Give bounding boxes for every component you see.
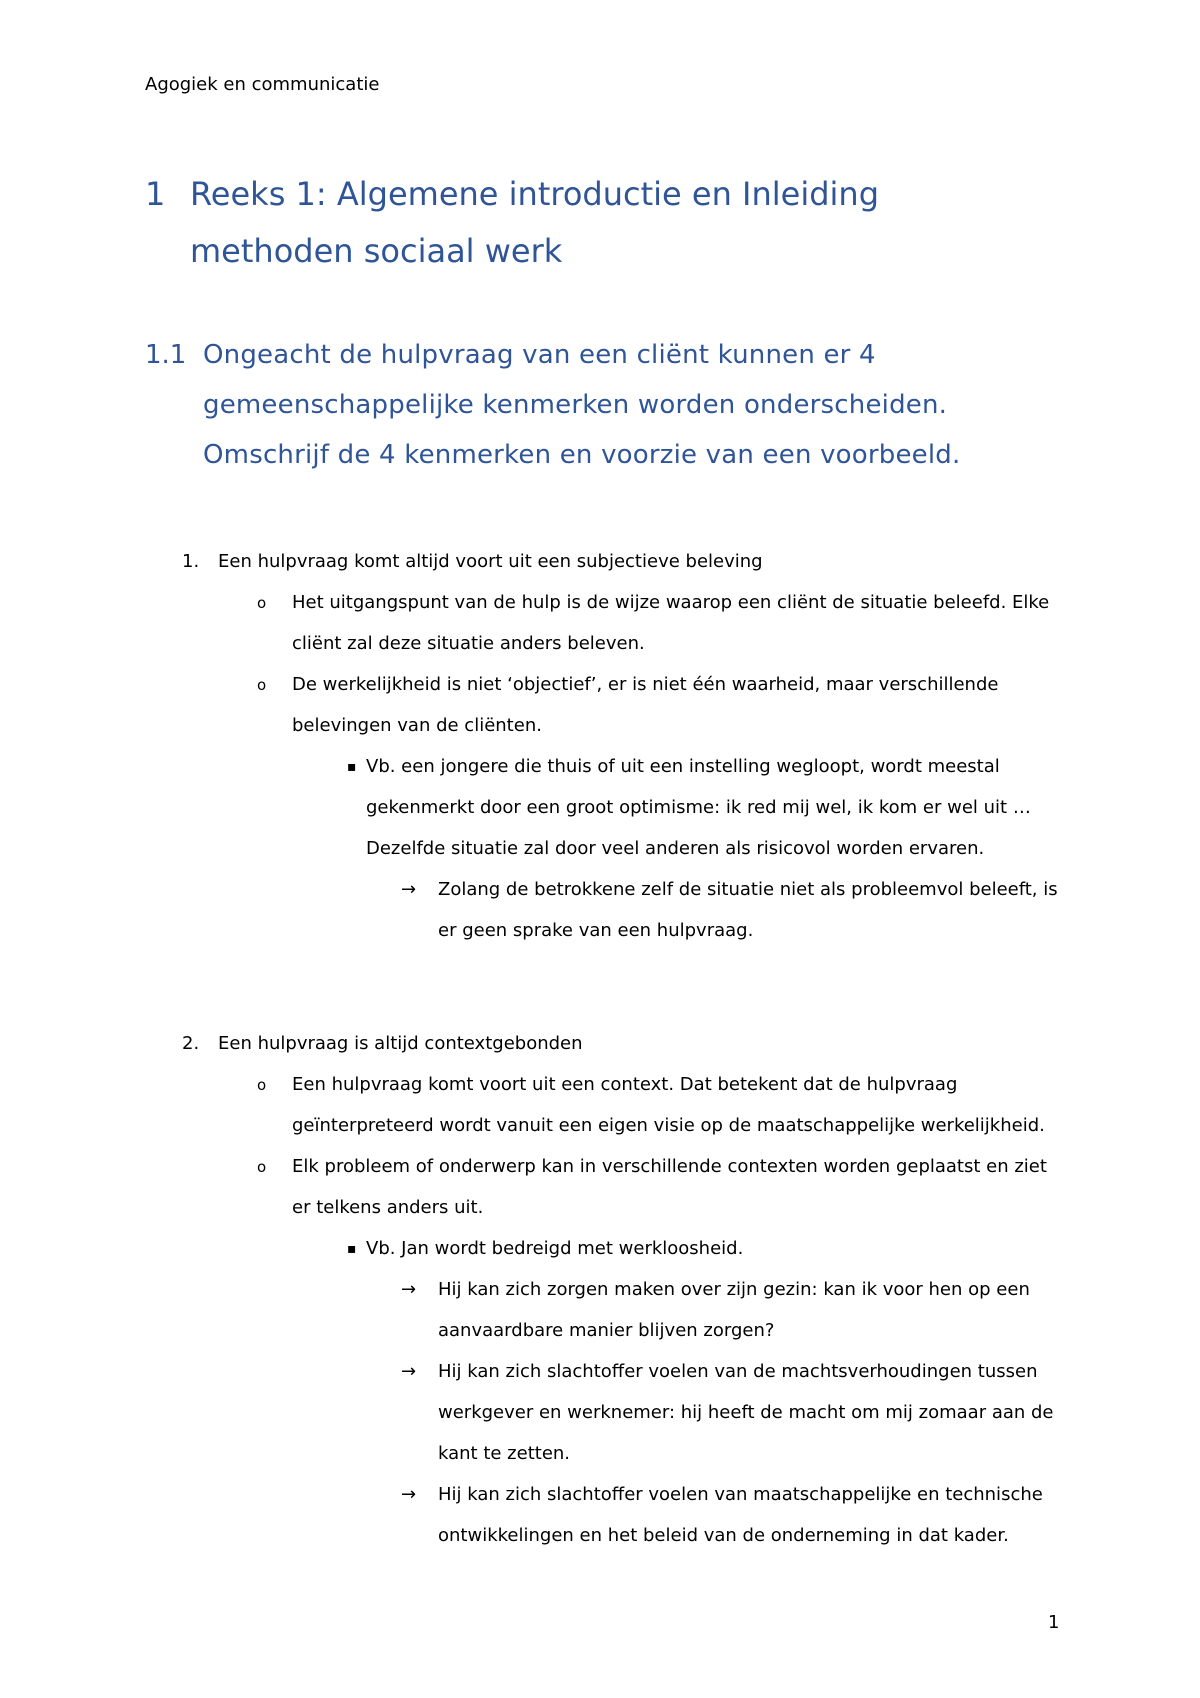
arrow-item-text: kant te zetten. bbox=[438, 1443, 571, 1464]
heading-2 bbox=[145, 330, 1065, 480]
arrow-item-text: Hij kan zich zorgen maken over zijn gezin: kan ik voor hen op een bbox=[438, 1279, 1030, 1300]
heading-2-line: Ongeacht de hulpvraag van een cliënt kunnen er 4 bbox=[203, 340, 876, 370]
arrow-item-text: er geen sprake van een hulpvraag. bbox=[438, 920, 754, 941]
arrow-item-text: Hij kan zich slachtoffer voelen van de machtsverhoudingen tussen bbox=[438, 1361, 1038, 1382]
heading-1-number: 1 bbox=[145, 175, 166, 213]
bullet-marker: o bbox=[257, 676, 267, 694]
list-item-text: Elk probleem of onderwerp kan in verschillende contexten worden geplaatst en ziet bbox=[292, 1156, 1047, 1177]
example-text: Vb. Jan wordt bedreigd met werkloosheid. bbox=[366, 1238, 744, 1259]
page-header: Agogiek en communicatie bbox=[145, 74, 380, 95]
bullet-marker: o bbox=[257, 1158, 267, 1176]
arrow-right-icon: → bbox=[401, 879, 417, 900]
list-item-text: Het uitgangspunt van de hulp is de wijze waarop een cliënt de situatie beleefd. Elke bbox=[292, 592, 1050, 613]
arrow-item-text: werkgever en werknemer: hij heeft de macht om mij zomaar aan de bbox=[438, 1402, 1054, 1423]
heading-2-number: 1.1 bbox=[145, 340, 187, 370]
arrow-right-icon: → bbox=[401, 1484, 417, 1505]
list-item-text: De werkelijkheid is niet ‘objectief’, er is niet één waarheid, maar verschillende bbox=[292, 674, 999, 695]
square-bullet-icon: ▪ bbox=[347, 759, 357, 775]
arrow-right-icon: → bbox=[401, 1279, 417, 1300]
arrow-item-text: ontwikkelingen en het beleid van de onderneming in dat kader. bbox=[438, 1525, 1009, 1546]
example-text: Dezelfde situatie zal door veel anderen als risicovol worden ervaren. bbox=[366, 838, 985, 859]
bullet-marker: o bbox=[257, 1076, 267, 1094]
heading-1 bbox=[145, 166, 1045, 280]
heading-2-line: Omschrijf de 4 kenmerken en voorzie van een voorbeeld. bbox=[203, 440, 961, 470]
list-item-text: geïnterpreteerd wordt vanuit een eigen visie op de maatschappelijke werkelijkheid. bbox=[292, 1115, 1045, 1136]
heading-2-line: gemeenschappelijke kenmerken worden onderscheiden. bbox=[203, 390, 948, 420]
list-item-text: belevingen van de cliënten. bbox=[292, 715, 542, 736]
arrow-right-icon: → bbox=[401, 1361, 417, 1382]
list-item-title: Een hulpvraag is altijd contextgebonden bbox=[218, 1033, 583, 1054]
square-bullet-icon: ▪ bbox=[347, 1241, 357, 1257]
heading-1-line: methoden sociaal werk bbox=[190, 232, 563, 270]
example-text: gekenmerkt door een groot optimisme: ik red mij wel, ik kom er wel uit … bbox=[366, 797, 1031, 818]
example-text: Vb. een jongere die thuis of uit een instelling wegloopt, wordt meestal bbox=[366, 756, 1000, 777]
arrow-item-text: Zolang de betrokkene zelf de situatie niet als probleemvol beleeft, is bbox=[438, 879, 1058, 900]
bullet-marker: o bbox=[257, 594, 267, 612]
list-item-text: Een hulpvraag komt voort uit een context. Dat betekent dat de hulpvraag bbox=[292, 1074, 958, 1095]
arrow-item-text: aanvaardbare manier blijven zorgen? bbox=[438, 1320, 775, 1341]
list-item-text: cliënt zal deze situatie anders beleven. bbox=[292, 633, 645, 654]
list-number: 2. bbox=[182, 1033, 200, 1054]
list-item-text: er telkens anders uit. bbox=[292, 1197, 484, 1218]
list-item-title: Een hulpvraag komt altijd voort uit een subjectieve beleving bbox=[218, 551, 763, 572]
list-number: 1. bbox=[182, 551, 200, 572]
heading-1-line: Reeks 1: Algemene introductie en Inleiding bbox=[190, 175, 879, 213]
arrow-item-text: Hij kan zich slachtoffer voelen van maatschappelijke en technische bbox=[438, 1484, 1043, 1505]
page-number: 1 bbox=[1048, 1612, 1060, 1633]
